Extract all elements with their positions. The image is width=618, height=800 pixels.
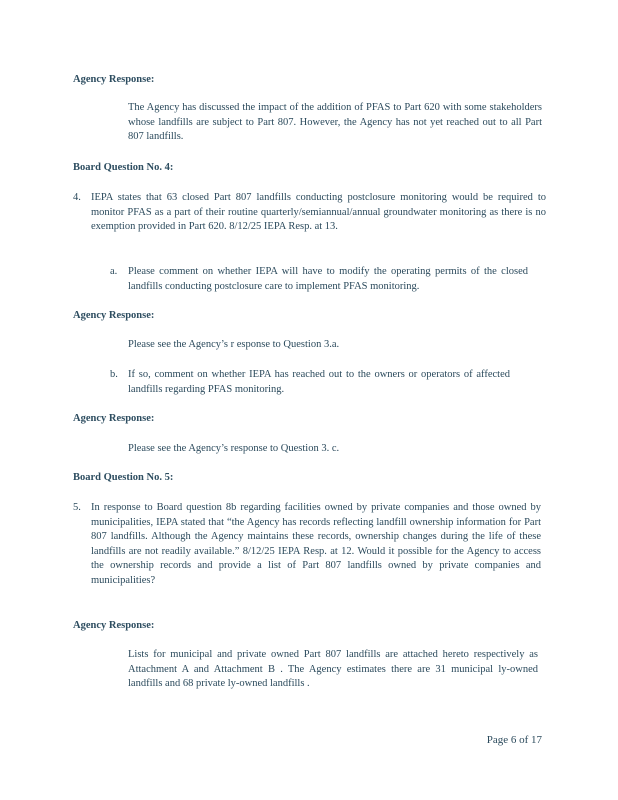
agency-response-heading: Agency Response: — [73, 620, 155, 631]
page-number: Page 6 of 17 — [486, 734, 542, 746]
agency-response-text: Please see the Agency’s r esponse to Question 3.a. — [128, 339, 340, 350]
agency-response-heading: Agency Response: — [73, 310, 155, 321]
question-4a-text: Please comment on whether IEPA will have to modify the operating permits of the closed landfills conducting postclosure care to implement PFAS monitoring. — [128, 266, 528, 292]
question-4b-label: b. — [110, 369, 118, 380]
board-question-4-heading: Board Question No. 4: — [73, 162, 174, 173]
agency-response-heading: Agency Response: — [73, 413, 155, 424]
question-4-number: 4. — [73, 192, 81, 203]
agency-response-text: Please see the Agency’s response to Question 3. c. — [128, 443, 340, 454]
question-4a-label: a. — [110, 266, 118, 277]
question-5-text: In response to Board question 8b regarding facilities owned by private companies and those owned by municipalities, IEPA stated that “the Agency has records reflecting landfill ownership information for Part 807 landfills. Although the Agency maintains these records, ownership changes during the life of these landfills are not readily available.” 8/12/25 IEPA Resp. at 12. Would it possible for the Agency to access the ownership records and provide a list of Part 807 landfills owned by private companies and municipalities? — [91, 502, 541, 586]
question-4b-text: If so, comment on whether IEPA has reached out to the owners or operators of affected landfills regarding PFAS monitoring. — [128, 369, 510, 395]
board-question-5-heading: Board Question No. 5: — [73, 472, 174, 483]
agency-response-text: Lists for municipal and private owned Part 807 landfills are attached hereto respectively as Attachment A and Attachment B . The Agency estimates there are 31 municipal ly-owned landfills and 68 private ly-owned landfills . — [128, 649, 538, 689]
question-5-number: 5. — [73, 502, 81, 513]
agency-response-text: The Agency has discussed the impact of the addition of PFAS to Part 620 with some stakeholders whose landfills are subject to Part 807. However, the Agency has not yet reached out to all Part 807 landfills. — [128, 102, 542, 142]
question-4-text: IEPA states that 63 closed Part 807 landfills conducting postclosure monitoring would be required to monitor PFAS as a part of their routine quarterly/semiannual/annual groundwater monitoring as there is no exemption provided in Part 620. 8/12/25 IEPA Resp. at 13. — [91, 192, 546, 232]
agency-response-heading: Agency Response: — [73, 74, 155, 85]
